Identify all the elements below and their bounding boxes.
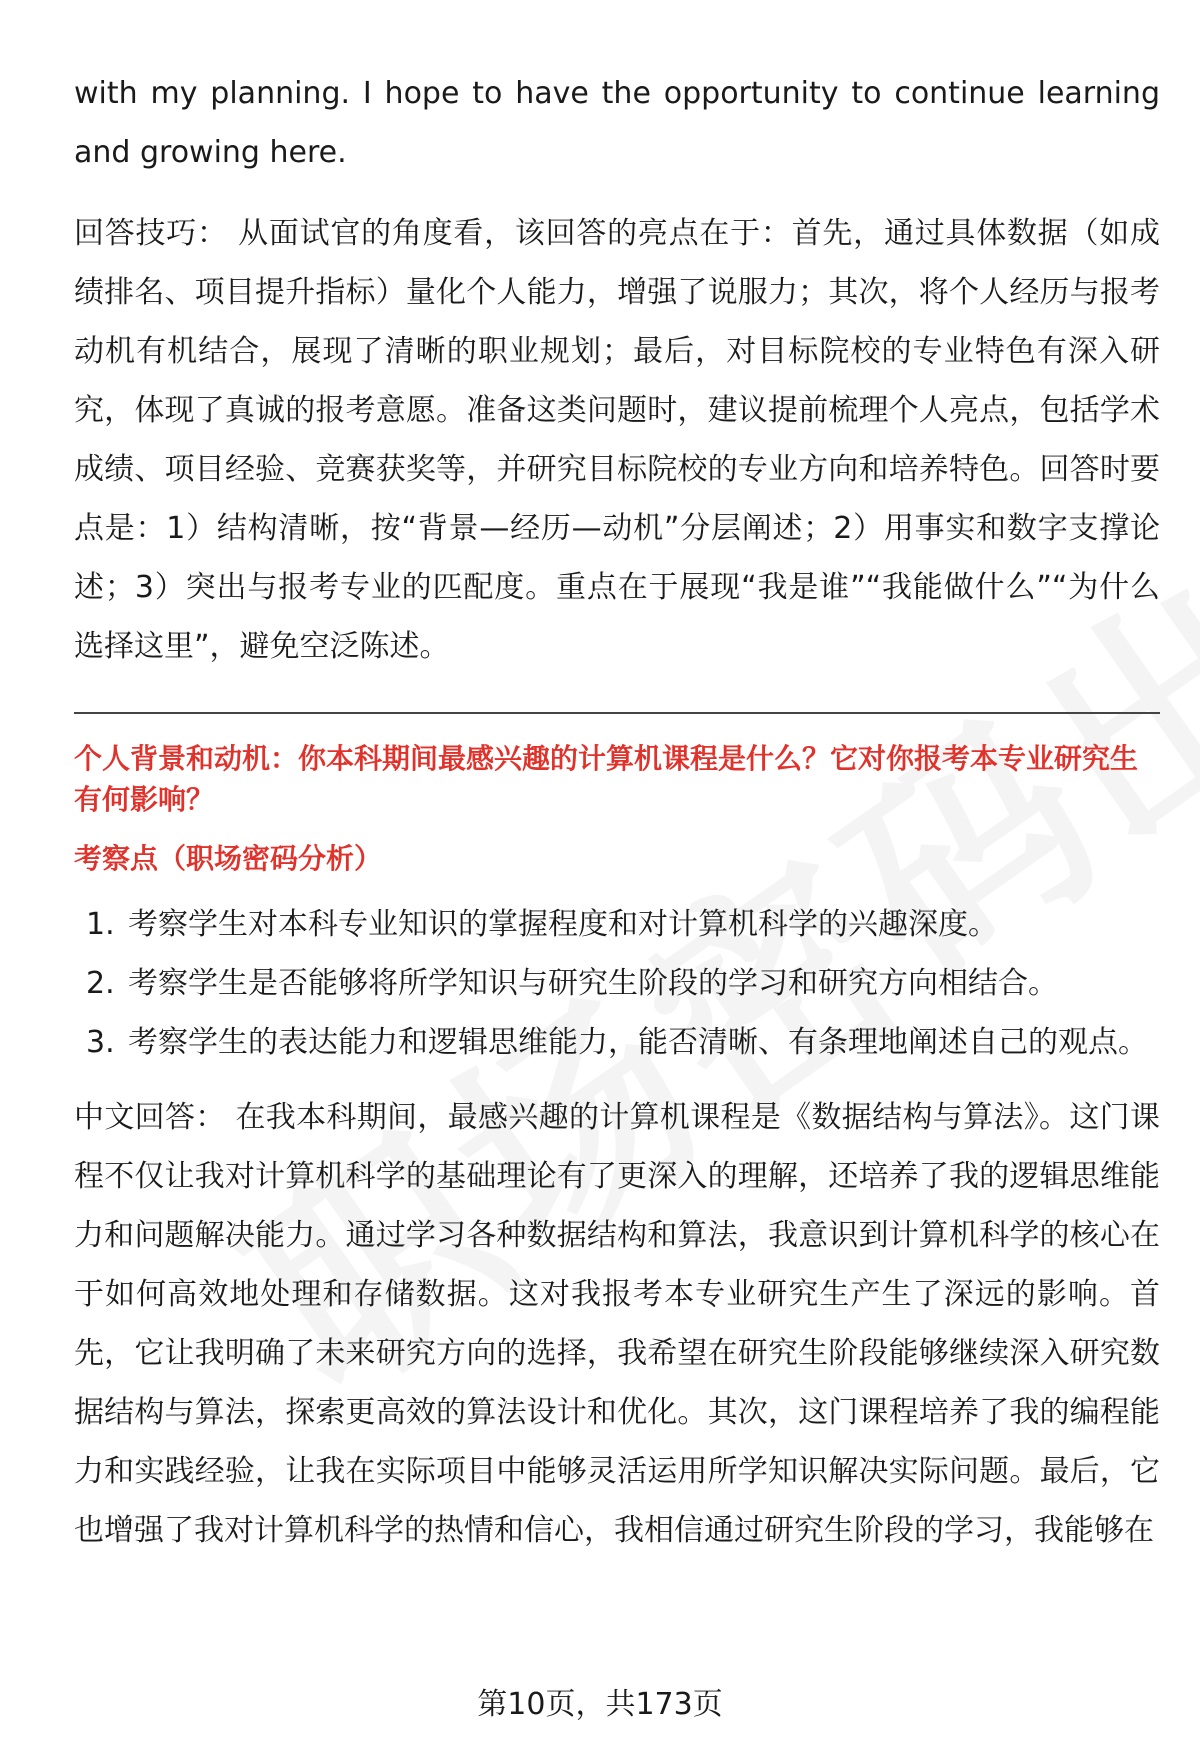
list-item bbox=[74, 954, 1160, 1013]
page-number: 第10页，共173页 bbox=[477, 1687, 723, 1722]
question-heading: 个人背景和动机：你本科期间最感兴趣的计算机课程是什么？它对你报考本专业研究生有何影响？ bbox=[74, 742, 1139, 816]
list-item-number: 3. bbox=[86, 1025, 115, 1060]
intro-paragraph: with my planning. I hope to have the opportunity to continue learning and growing here. bbox=[74, 76, 1160, 170]
assessment-heading: 考察点（职场密码分析） bbox=[74, 842, 383, 875]
list-item bbox=[74, 895, 1160, 954]
assessment-list bbox=[74, 895, 1160, 1072]
document-body bbox=[74, 64, 1160, 1560]
list-item-text: 考察学生对本科专业知识的掌握程度和对计算机科学的兴趣深度。 bbox=[128, 907, 998, 942]
list-item-number: 1. bbox=[86, 907, 115, 942]
list-item bbox=[74, 1013, 1160, 1072]
section-divider bbox=[74, 712, 1160, 714]
answer-tips-paragraph: 回答技巧： 从面试官的角度看，该回答的亮点在于：首先，通过具体数据（如成绩排名、项目提升指标）量化个人能力，增强了说服力；其次，将个人经历与报考动机有机结合，展现了清晰的职业规划；最后，对目标院校的专业特色有深入研究，体现了真诚的报考意愿。准备这类问题时，建议提前梳理个人亮点，包括学术成绩、项目经验、竞赛获奖等，并研究目标院校的专业方向和培养特色。回答时要点是：1）结构清晰，按“背景—经历—动机”分层阐述；2）用事实和数字支撑论述；3）突出与报考专业的匹配度。重点在于展现“我是谁”“我能做什么”“为什么选择这里”，避免空泛陈述。 bbox=[74, 216, 1160, 664]
list-item-text: 考察学生是否能够将所学知识与研究生阶段的学习和研究方向相结合。 bbox=[128, 966, 1058, 1001]
list-item-number: 2. bbox=[86, 966, 115, 1001]
chinese-answer-paragraph: 中文回答： 在我本科期间，最感兴趣的计算机课程是《数据结构与算法》。这门课程不仅让我对计算机科学的基础理论有了更深入的理解，还培养了我的逻辑思维能力和问题解决能力。通过学习各种数据结构和算法，我意识到计算机科学的核心在于如何高效地处理和存储数据。这对我报考本专业研究生产生了深远的影响。首先，它让我明确了未来研究方向的选择，我希望在研究生阶段能够继续深入研究数据结构与算法，探索更高效的算法设计和优化。其次，这门课程培养了我的编程能力和实践经验，让我在实际项目中能够灵活运用所学知识解决实际问题。最后，它也增强了我对计算机科学的热情和信心，我相信通过研究生阶段的学习，我能够在 bbox=[74, 1100, 1160, 1548]
list-item-text: 考察学生的表达能力和逻辑思维能力，能否清晰、有条理地阐述自己的观点。 bbox=[128, 1025, 1148, 1060]
